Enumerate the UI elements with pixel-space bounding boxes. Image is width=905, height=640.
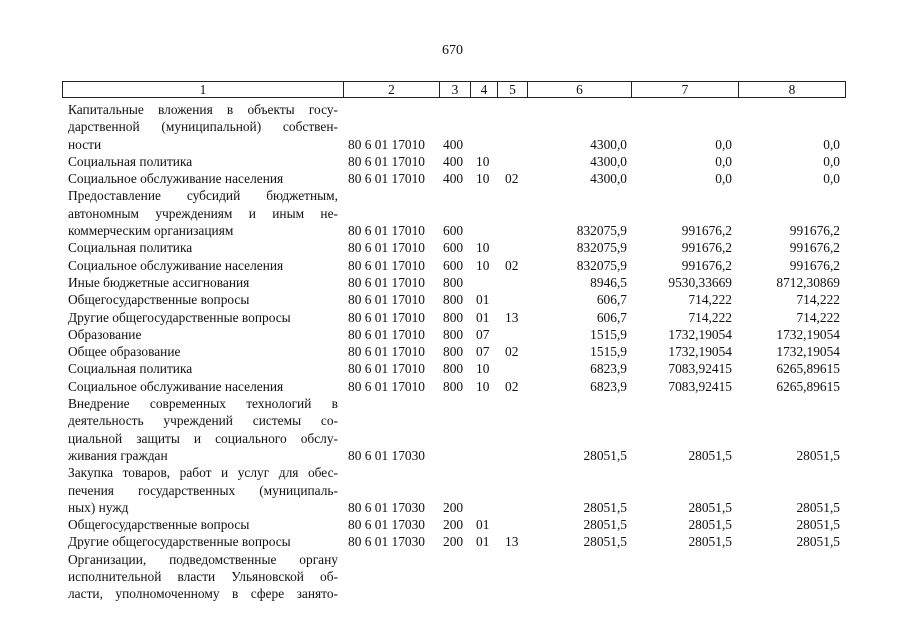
- amount-col-6: 28051,5: [583, 499, 627, 515]
- table-row: [0, 343, 905, 360]
- target-article-code: 80 6 01 17010: [348, 361, 425, 377]
- amount-col-6: 28051,5: [583, 517, 627, 533]
- expense-type-code: 600: [443, 240, 464, 256]
- table-row: [0, 516, 905, 533]
- target-article-code: 80 6 01 17010: [348, 344, 425, 360]
- amount-col-8: 0,0: [823, 171, 840, 187]
- amount-col-6: 6823,9: [590, 361, 627, 377]
- table-row: [0, 568, 905, 585]
- row-description: ности: [68, 136, 102, 152]
- amount-col-7: 28051,5: [688, 517, 732, 533]
- row-description: исполнительной власти Ульяновской об-: [68, 569, 338, 585]
- amount-col-6: 832075,9: [576, 240, 627, 256]
- column-header-2: 2: [344, 82, 440, 97]
- row-description: Социальное обслуживание населения: [68, 378, 284, 394]
- target-article-code: 80 6 01 17030: [348, 447, 425, 463]
- section-code: 10: [476, 153, 490, 169]
- table-row: [0, 153, 905, 170]
- amount-col-8: 1732,19054: [776, 344, 840, 360]
- column-header-6: 6: [528, 82, 632, 97]
- table-row: [0, 551, 905, 568]
- target-article-code: 80 6 01 17030: [348, 534, 425, 550]
- target-article-code: 80 6 01 17010: [348, 171, 425, 187]
- table-row: [0, 257, 905, 274]
- amount-col-8: 0,0: [823, 136, 840, 152]
- amount-col-6: 832075,9: [576, 223, 627, 239]
- amount-col-8: 991676,2: [789, 240, 840, 256]
- section-code: 01: [476, 309, 490, 325]
- target-article-code: 80 6 01 17010: [348, 136, 425, 152]
- row-description: ных) нужд: [68, 499, 129, 515]
- amount-col-7: 7083,92415: [668, 378, 732, 394]
- row-description: автономным учреждениям и иным не-: [68, 205, 338, 221]
- amount-col-6: 1515,9: [590, 344, 627, 360]
- table-row: [0, 291, 905, 308]
- amount-col-7: 991676,2: [681, 257, 732, 273]
- column-header-3: 3: [440, 82, 471, 97]
- column-header-5: 5: [498, 82, 528, 97]
- row-description: Социальная политика: [68, 361, 193, 377]
- row-description: Внедрение современных технологий в: [68, 396, 338, 412]
- expense-type-code: 800: [443, 378, 464, 394]
- subsection-code: 13: [505, 309, 519, 325]
- table-row: [0, 482, 905, 499]
- section-code: 01: [476, 292, 490, 308]
- amount-col-6: 28051,5: [583, 447, 627, 463]
- row-description: Социальное обслуживание населения: [68, 257, 284, 273]
- amount-col-7: 28051,5: [688, 534, 732, 550]
- amount-col-7: 0,0: [715, 136, 732, 152]
- section-code: 01: [476, 517, 490, 533]
- table-row: [0, 309, 905, 326]
- amount-col-8: 714,222: [796, 309, 840, 325]
- subsection-code: 02: [505, 257, 519, 273]
- table-row: [0, 499, 905, 516]
- table-row: [0, 326, 905, 343]
- table-row: [0, 430, 905, 447]
- row-description: Предоставление субсидий бюджетным,: [68, 188, 338, 204]
- expense-type-code: 400: [443, 171, 464, 187]
- target-article-code: 80 6 01 17010: [348, 292, 425, 308]
- amount-col-8: 28051,5: [796, 499, 840, 515]
- table-row: [0, 447, 905, 464]
- table-row: [0, 412, 905, 429]
- amount-col-6: 6823,9: [590, 378, 627, 394]
- table-row: [0, 464, 905, 481]
- expense-type-code: 800: [443, 292, 464, 308]
- section-code: 10: [476, 378, 490, 394]
- column-header-4: 4: [471, 82, 498, 97]
- amount-col-7: 9530,33669: [668, 274, 732, 290]
- row-description: Иные бюджетные ассигнования: [68, 274, 250, 290]
- amount-col-8: 0,0: [823, 153, 840, 169]
- target-article-code: 80 6 01 17010: [348, 378, 425, 394]
- expense-type-code: 400: [443, 153, 464, 169]
- subsection-code: 02: [505, 171, 519, 187]
- expense-type-code: 600: [443, 257, 464, 273]
- table-header: [62, 81, 846, 98]
- amount-col-8: 6265,89615: [776, 361, 840, 377]
- table-row: [0, 101, 905, 118]
- amount-col-8: 991676,2: [789, 257, 840, 273]
- target-article-code: 80 6 01 17010: [348, 274, 425, 290]
- expense-type-code: 200: [443, 517, 464, 533]
- amount-col-6: 28051,5: [583, 534, 627, 550]
- expense-type-code: 800: [443, 309, 464, 325]
- row-description: Социальная политика: [68, 153, 193, 169]
- row-description: Другие общегосударственные вопросы: [68, 309, 291, 325]
- row-description: ласти, уполномоченному в сфере занято-: [68, 586, 338, 602]
- row-description: живания граждан: [68, 447, 168, 463]
- section-code: 10: [476, 171, 490, 187]
- amount-col-7: 28051,5: [688, 447, 732, 463]
- amount-col-7: 7083,92415: [668, 361, 732, 377]
- target-article-code: 80 6 01 17030: [348, 499, 425, 515]
- row-description: деятельность учреждений системы со-: [68, 413, 338, 429]
- column-header-8: 8: [788, 82, 796, 97]
- section-code: 01: [476, 534, 490, 550]
- table-row: [0, 136, 905, 153]
- amount-col-6: 606,7: [596, 292, 627, 308]
- target-article-code: 80 6 01 17030: [348, 517, 425, 533]
- amount-col-6: 4300,0: [590, 136, 627, 152]
- amount-col-8: 991676,2: [789, 223, 840, 239]
- amount-col-7: 28051,5: [688, 499, 732, 515]
- row-description: Социальное обслуживание населения: [68, 171, 284, 187]
- table-row: [0, 118, 905, 135]
- row-description: циальной защиты и социального обслу-: [68, 430, 338, 446]
- table-row: [0, 222, 905, 239]
- section-code: 10: [476, 361, 490, 377]
- row-description: Капитальные вложения в объекты госу-: [68, 102, 338, 117]
- expense-type-code: 200: [443, 534, 464, 550]
- row-description: Общегосударственные вопросы: [68, 517, 250, 533]
- amount-col-8: 28051,5: [796, 517, 840, 533]
- table-row: [0, 170, 905, 187]
- table-row: [0, 378, 905, 395]
- expense-type-code: 800: [443, 344, 464, 360]
- amount-col-8: 8712,30869: [776, 274, 840, 290]
- target-article-code: 80 6 01 17010: [348, 223, 425, 239]
- row-description: коммерческим организациям: [68, 223, 234, 239]
- amount-col-6: 1515,9: [590, 326, 627, 342]
- subsection-code: 02: [505, 344, 519, 360]
- table-row: [0, 533, 905, 550]
- amount-col-7: 1732,19054: [668, 326, 732, 342]
- table-row: [0, 239, 905, 256]
- amount-col-8: 1732,19054: [776, 326, 840, 342]
- table-body: [0, 101, 905, 603]
- row-description: Закупка товаров, работ и услуг для обес-: [68, 465, 338, 481]
- expense-type-code: 800: [443, 274, 464, 290]
- table-row: [0, 360, 905, 377]
- section-code: 10: [476, 257, 490, 273]
- row-description: Образование: [68, 326, 142, 342]
- amount-col-7: 714,222: [688, 309, 732, 325]
- expense-type-code: 400: [443, 136, 464, 152]
- amount-col-6: 606,7: [596, 309, 627, 325]
- target-article-code: 80 6 01 17010: [348, 240, 425, 256]
- target-article-code: 80 6 01 17010: [348, 257, 425, 273]
- table-row: [0, 395, 905, 412]
- amount-col-7: 1732,19054: [668, 344, 732, 360]
- amount-col-6: 8946,5: [590, 274, 627, 290]
- amount-col-7: 714,222: [688, 292, 732, 308]
- amount-col-6: 832075,9: [576, 257, 627, 273]
- row-description: Организации, подведомственные органу: [68, 551, 338, 567]
- expense-type-code: 800: [443, 361, 464, 377]
- amount-col-6: 4300,0: [590, 171, 627, 187]
- amount-col-8: 714,222: [796, 292, 840, 308]
- expense-type-code: 200: [443, 499, 464, 515]
- amount-col-8: 28051,5: [796, 447, 840, 463]
- expense-type-code: 800: [443, 326, 464, 342]
- amount-col-7: 991676,2: [681, 240, 732, 256]
- row-description: печения государственных (муниципаль-: [68, 482, 338, 498]
- section-code: 07: [476, 326, 490, 342]
- row-description: Общегосударственные вопросы: [68, 292, 250, 308]
- amount-col-6: 4300,0: [590, 153, 627, 169]
- table-row: [0, 205, 905, 222]
- row-description: дарственной (муниципальной) собствен-: [68, 119, 338, 135]
- subsection-code: 13: [505, 534, 519, 550]
- row-description: Социальная политика: [68, 240, 193, 256]
- section-code: 10: [476, 240, 490, 256]
- expense-type-code: 600: [443, 223, 464, 239]
- amount-col-7: 0,0: [715, 153, 732, 169]
- row-description: Общее образование: [68, 344, 181, 360]
- amount-col-7: 991676,2: [681, 223, 732, 239]
- section-code: 07: [476, 344, 490, 360]
- page-number: 670: [442, 43, 463, 58]
- amount-col-8: 6265,89615: [776, 378, 840, 394]
- amount-col-8: 28051,5: [796, 534, 840, 550]
- target-article-code: 80 6 01 17010: [348, 326, 425, 342]
- row-description: Другие общегосударственные вопросы: [68, 534, 291, 550]
- target-article-code: 80 6 01 17010: [348, 309, 425, 325]
- column-header-1: 1: [63, 82, 344, 97]
- column-header-7: 7: [632, 82, 739, 97]
- target-article-code: 80 6 01 17010: [348, 153, 425, 169]
- table-row: [0, 187, 905, 204]
- table-row: [0, 274, 905, 291]
- table-row: [0, 585, 905, 602]
- amount-col-7: 0,0: [715, 171, 732, 187]
- subsection-code: 02: [505, 378, 519, 394]
